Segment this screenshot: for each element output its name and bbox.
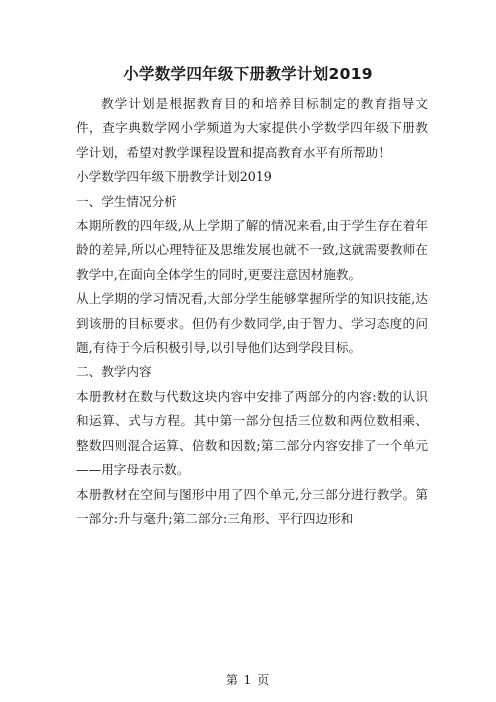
document-body (76, 92, 428, 531)
body-paragraph: 从上学期的学习情况看,大部分学生能够掌握所学的知识技能,达到该册的目标要求。但仍有少数同学,由于智力、学习态度的问题,有待于今后积极引导,以引导他们达到学段目标。 (76, 291, 428, 356)
section-heading-student-analysis: 一、学生情况分析 (76, 193, 177, 209)
document-title: 小学数学四年级下册教学计划2019 (123, 65, 373, 83)
page-number: 第 1 页 (225, 673, 271, 687)
body-paragraph: 本期所教的四年级,从上学期了解的情况来看,由于学生存在着年龄的差异,所以心理特征及思维发展也就不一致,这就需要教师在教学中,在面向全体学生的同时,更要注意因材施教。 (76, 218, 428, 282)
subtitle-paragraph: 小学数学四年级下册教学计划2019 (76, 169, 272, 185)
intro-paragraph: 教学计划是根据教育目的和培养目标制定的教育指导文件，查字典数学网小学频道为大家提供小学数学四年级下册教学计划，希望对教学课程设置和提高教育水平有所帮助！ (76, 96, 428, 160)
body-paragraph: 本册教材在数与代数这块内容中安排了两部分的内容:数的认识和运算、式与方程。其中第一部分包括三位数和两位数相乘、整数四则混合运算、倍数和因数;第二部分内容安排了一个单元——用字母表示数。 (76, 388, 428, 478)
section-heading-teaching-content: 二、教学内容 (76, 364, 152, 380)
body-paragraph: 本册教材在空间与图形中用了四个单元,分三部分进行教学。第一部分:升与毫升;第二部分:三角形、平行四边形和 (76, 486, 428, 526)
